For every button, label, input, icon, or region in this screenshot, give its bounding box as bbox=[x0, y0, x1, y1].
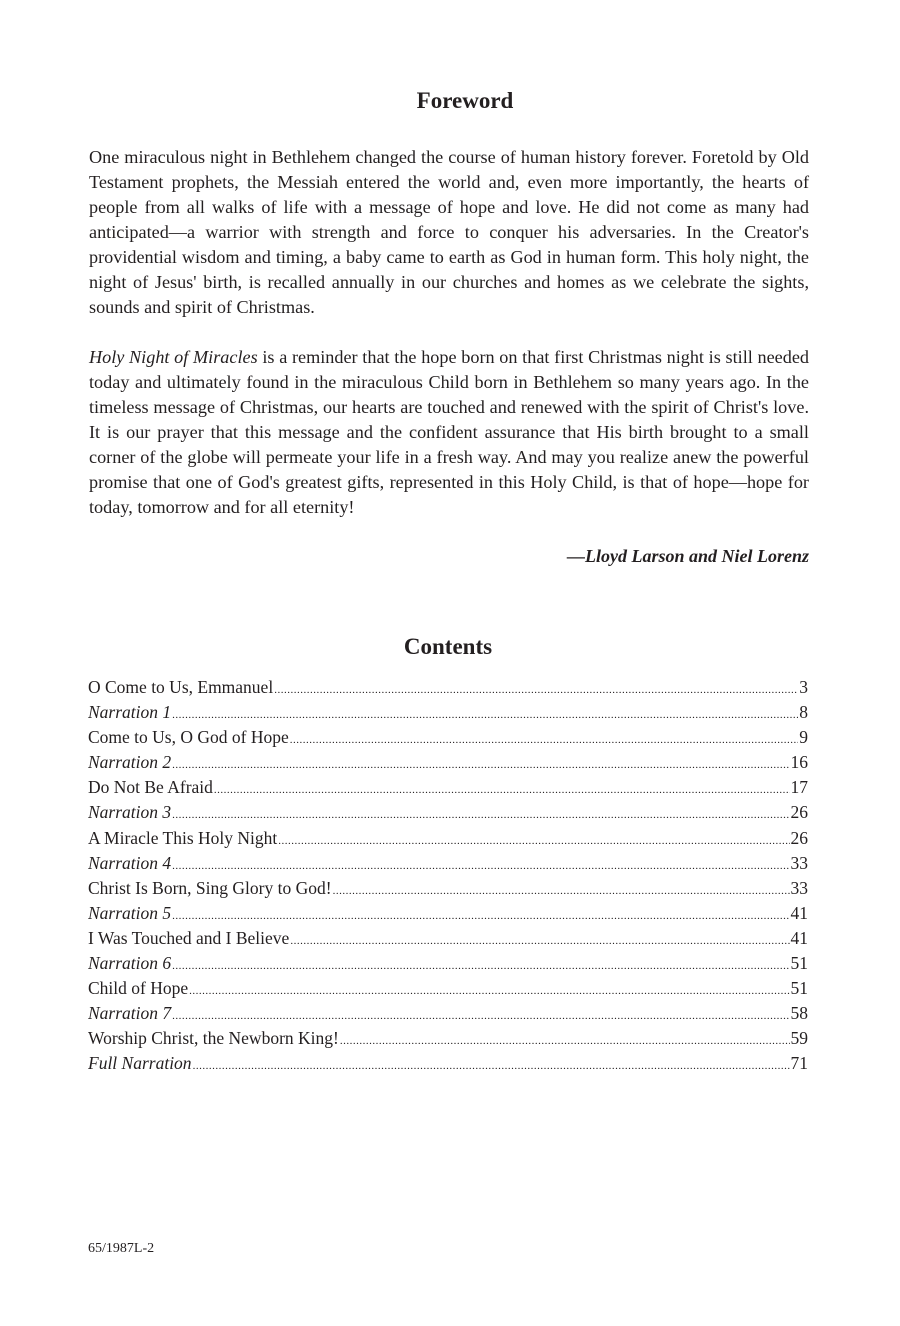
toc-entry-title: Narration 7 bbox=[88, 1003, 172, 1024]
toc-leader-dots bbox=[172, 703, 798, 725]
toc-entry bbox=[88, 851, 808, 876]
foreword-title: Foreword bbox=[416, 88, 514, 113]
toc-entry-page: 8 bbox=[799, 702, 808, 723]
toc-entry bbox=[88, 700, 808, 725]
foreword-signature: —Lloyd Larson and Niel Lorenz bbox=[566, 546, 809, 566]
foreword-paragraph-2 bbox=[89, 345, 809, 520]
toc-leader-dots bbox=[274, 678, 798, 700]
table-of-contents bbox=[88, 675, 808, 1077]
toc-entry-title: Do Not Be Afraid bbox=[88, 777, 213, 798]
toc-entry-page: 3 bbox=[799, 677, 808, 697]
toc-entry-page: 26 bbox=[790, 802, 808, 823]
toc-entry bbox=[88, 901, 808, 926]
toc-entry-title: Narration 3 bbox=[88, 802, 172, 823]
toc-entry-title: Christ Is Born, Sing Glory to God! bbox=[88, 877, 332, 898]
toc-entry-title: Narration 1 bbox=[88, 702, 172, 723]
toc-leader-dots bbox=[172, 803, 789, 825]
toc-leader-dots bbox=[333, 879, 790, 901]
toc-entry-page: 51 bbox=[790, 978, 808, 999]
foreword-paragraph-1: One miraculous night in Bethlehem changed the course of human history forever. Foretold by Old Testament prophets, the Messiah entered the world and, even more importantly, the hearts of people from all walks of life with a message of hope and love. He did not come as many had anticipated—a warrior with strength and force to conquer his adversaries. In the Creator's providential wisdom and timing, a baby came to earth as God in human form. This holy night, the night of Jesus' birth, is recalled annually in our churches and homes as we celebrate the sights, sounds and spirit of Christmas. bbox=[89, 147, 809, 317]
toc-leader-dots bbox=[189, 979, 789, 1001]
toc-entry-page: 9 bbox=[799, 727, 808, 748]
toc-entry bbox=[88, 976, 808, 1001]
toc-entry-title: I Was Touched and I Believe bbox=[88, 927, 290, 948]
toc-entry bbox=[88, 775, 808, 800]
toc-entry bbox=[88, 750, 808, 775]
toc-leader-dots bbox=[172, 1004, 789, 1026]
toc-leader-dots bbox=[193, 1054, 790, 1076]
toc-entry-page: 41 bbox=[790, 927, 808, 948]
toc-entry bbox=[88, 1001, 808, 1026]
toc-entry bbox=[88, 876, 808, 901]
foreword-body bbox=[89, 145, 809, 545]
toc-entry-title: O Come to Us, Emmanuel bbox=[88, 677, 274, 697]
toc-leader-dots bbox=[214, 778, 790, 800]
toc-entry-title: Narration 6 bbox=[88, 953, 172, 974]
work-title: Holy Night of Miracles bbox=[89, 347, 258, 367]
toc-leader-dots bbox=[340, 1029, 790, 1051]
toc-leader-dots bbox=[172, 753, 789, 775]
toc-entry bbox=[88, 926, 808, 951]
toc-entry-page: 16 bbox=[790, 752, 808, 773]
toc-entry-title: Narration 2 bbox=[88, 752, 172, 773]
foreword-paragraph-2-text: is a reminder that the hope born on that first Christmas night is still needed today and ultimately found in the miraculous Child born in Bethlehem so many years ago. In the timeless message of Christmas, our hearts are touched and renewed with the spirit of Christ's love. It is our prayer that this message and the confident assurance that His birth brought to a small corner of the globe will permeate your life in a fresh way. And may you realize anew the powerful promise that one of God's greatest gifts, represented in this Holy Child, is that of hope—hope for today, tomorrow and for all eternity! bbox=[89, 347, 809, 517]
toc-entry bbox=[88, 1026, 808, 1051]
toc-entry-page: 71 bbox=[790, 1053, 808, 1074]
toc-entry bbox=[88, 800, 808, 825]
contents-title: Contents bbox=[403, 634, 493, 659]
toc-leader-dots bbox=[290, 929, 789, 951]
toc-entry-page: 41 bbox=[790, 902, 808, 923]
toc-entry-title: Narration 5 bbox=[88, 902, 172, 923]
toc-entry-page: 26 bbox=[790, 827, 808, 848]
toc-entry-title: Full Narration bbox=[88, 1053, 192, 1074]
toc-entry-title: Child of Hope bbox=[88, 978, 189, 999]
toc-leader-dots bbox=[290, 728, 799, 750]
toc-entry bbox=[88, 951, 808, 976]
toc-entry-title: Come to Us, O God of Hope bbox=[88, 727, 289, 748]
toc-entry-page: 51 bbox=[790, 953, 808, 974]
toc-entry-title: Worship Christ, the Newborn King! bbox=[88, 1028, 339, 1049]
toc-entry bbox=[88, 826, 808, 851]
catalog-code: 65/1987L-2 bbox=[88, 1241, 155, 1256]
toc-entry-page: 33 bbox=[790, 877, 808, 898]
toc-entry-page: 33 bbox=[790, 852, 808, 873]
toc-leader-dots bbox=[278, 829, 789, 851]
toc-entry bbox=[88, 675, 808, 700]
toc-leader-dots bbox=[172, 904, 789, 926]
toc-entry bbox=[88, 725, 808, 750]
toc-leader-dots bbox=[172, 854, 789, 876]
toc-leader-dots bbox=[172, 954, 789, 976]
toc-entry-page: 17 bbox=[790, 777, 808, 798]
toc-entry-title: Narration 4 bbox=[88, 852, 172, 873]
toc-entry-page: 58 bbox=[790, 1003, 808, 1024]
toc-entry-title: A Miracle This Holy Night bbox=[88, 827, 278, 848]
toc-entry-page: 59 bbox=[790, 1028, 808, 1049]
toc-entry bbox=[88, 1051, 808, 1076]
